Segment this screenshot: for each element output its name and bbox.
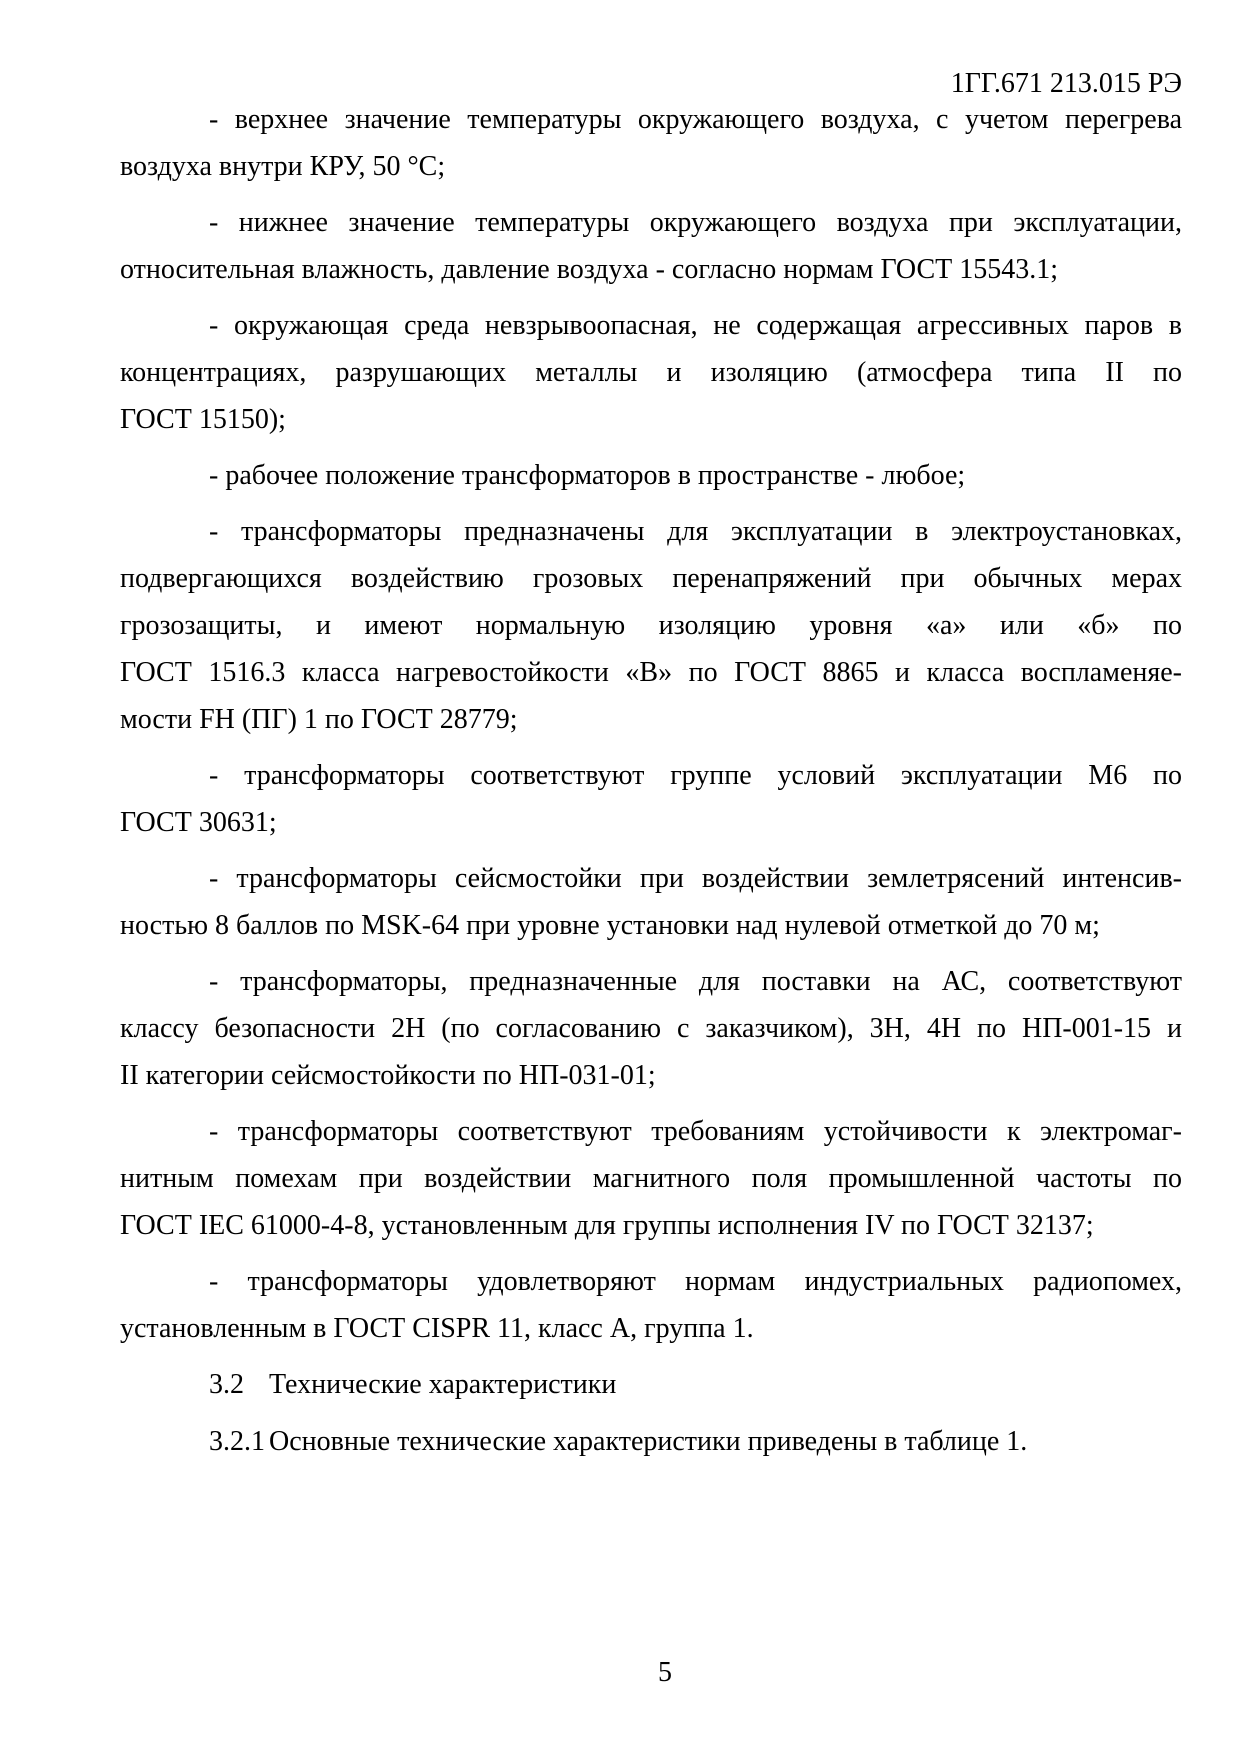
section-heading [120, 1361, 1182, 1408]
text-line: ГОСТ IEC 61000-4-8, установленным для группы исполнения IV по ГОСТ 32137; [120, 1210, 1094, 1241]
list-item [120, 96, 1182, 190]
text-line: нитным помехам при воздействии магнитного поля промышленной частоты по [120, 1163, 1182, 1194]
text-line: II категории сейсмостойкости по НП-031-01; [120, 1060, 656, 1091]
text-line: - окружающая среда невзрывоопасная, не содержащая агрессивных паров в [209, 310, 1182, 341]
text-line: - трансформаторы удовлетворяют нормам индустриальных радиопомех, [209, 1266, 1182, 1297]
text-line: - трансформаторы сейсмостойки при воздействии землетрясений интенсив- [209, 863, 1182, 894]
section-number: 3.2 [209, 1369, 244, 1400]
subsection-number: 3.2.1 [209, 1426, 265, 1457]
document-body [120, 96, 1182, 1475]
text-line: ГОСТ 1516.3 класса нагревостойкости «В» по ГОСТ 8865 и класса воспламеняе- [120, 657, 1182, 688]
text-line: ГОСТ 30631; [120, 807, 277, 838]
list-item [120, 1108, 1182, 1249]
text-line: - верхнее значение температуры окружающего воздуха, с учетом перегрева [209, 104, 1182, 135]
list-item [120, 452, 1182, 499]
text-line: - трансформаторы предназначены для эксплуатации в электроустановках, [209, 516, 1182, 547]
page-number: 5 [658, 1657, 672, 1688]
list-item [120, 199, 1182, 293]
text-line: относительная влажность, давление воздуха - согласно нормам ГОСТ 15543.1; [120, 254, 1059, 285]
section-title: Технические характеристики [269, 1369, 617, 1400]
list-item [120, 508, 1182, 743]
subsection-heading [120, 1418, 1182, 1465]
text-line: воздуха внутри КРУ, 50 °С; [120, 151, 446, 182]
list-item [120, 855, 1182, 949]
text-line: - трансформаторы, предназначенные для поставки на АС, соответствуют [209, 966, 1182, 997]
text-line: - трансформаторы соответствуют группе условий эксплуатации М6 по [209, 760, 1182, 791]
text-line: - трансформаторы соответствуют требованиям устойчивости к электромаг- [209, 1116, 1182, 1147]
text-line: - рабочее положение трансформаторов в пространстве - любое; [209, 460, 966, 491]
text-line: классу безопасности 2Н (по согласованию с заказчиком), 3Н, 4Н по НП-001-15 и [120, 1013, 1182, 1044]
text-line: концентрациях, разрушающих металлы и изоляцию (атмосфера типа II по [120, 357, 1182, 388]
list-item [120, 302, 1182, 443]
text-line: грозозащиты, и имеют нормальную изоляцию уровня «а» или «б» по [120, 610, 1182, 641]
text-line: - нижнее значение температуры окружающего воздуха при эксплуатации, [209, 207, 1182, 238]
document-code: 1ГГ.671 213.015 РЭ [950, 68, 1182, 99]
subsection-title: Основные технические характеристики приведены в таблице 1. [269, 1426, 1028, 1457]
text-line: подвергающихся воздействию грозовых перенапряжений при обычных мерах [120, 563, 1182, 594]
list-item [120, 958, 1182, 1099]
list-item [120, 1258, 1182, 1352]
text-line: установленным в ГОСТ CISPR 11, класс А, группа 1. [120, 1313, 754, 1344]
text-line: мости FH (ПГ) 1 по ГОСТ 28779; [120, 704, 518, 735]
text-line: ГОСТ 15150); [120, 404, 286, 435]
text-line: ностью 8 баллов по MSK-64 при уровне установки над нулевой отметкой до 70 м; [120, 910, 1100, 941]
list-item [120, 752, 1182, 846]
